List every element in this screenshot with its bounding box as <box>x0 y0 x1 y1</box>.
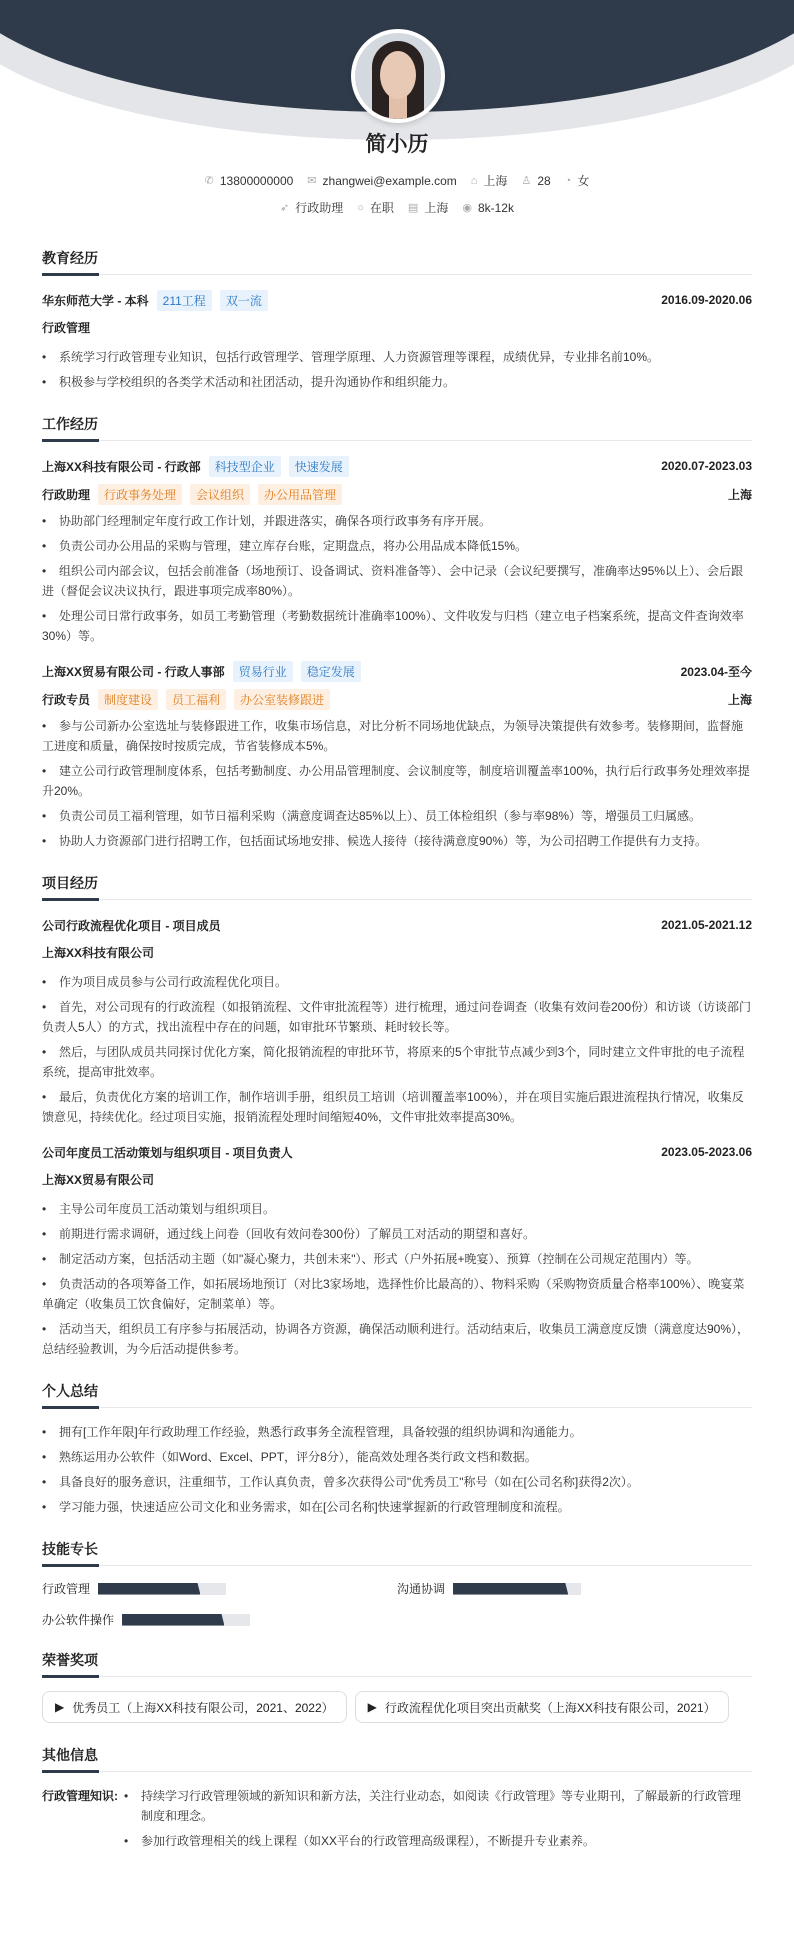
award-item[interactable] <box>42 1691 347 1723</box>
company: 上海XX贸易有限公司 - 行政人事部 <box>42 664 225 679</box>
major: 行政管理 <box>42 321 91 335</box>
skill-name: 沟通协调 <box>397 1582 446 1596</box>
company: 上海XX科技有限公司 - 行政部 <box>42 459 201 474</box>
awards-section <box>42 1650 752 1723</box>
award-text: 行政流程优化项目突出贡献奖（上海XX科技有限公司，2021） <box>384 1700 716 1715</box>
list-item: • 具备良好的服务意识，注重细节，工作认真负责，曾多次获得公司"优秀员工"称号（如在[公司名称]获得2次）。 <box>42 1472 752 1492</box>
skill-bar-fill <box>122 1614 224 1626</box>
list-item: • 制定活动方案，包括活动主题（如"凝心聚力，共创未来"）、形式（户外拓展+晚宴）、预算（控制在公司规定范围内）等。 <box>42 1249 752 1269</box>
building-icon: ▤ <box>407 202 419 214</box>
tag: 会议组织 <box>190 484 250 505</box>
date: 2020.07-2023.03 <box>661 459 752 473</box>
tag: 制度建设 <box>98 689 158 710</box>
target-city: 上海 <box>424 201 449 215</box>
date: 2021.05-2021.12 <box>661 918 752 932</box>
tag: 办公室装修跟进 <box>234 689 330 710</box>
list-item: • 熟练运用办公软件（如Word、Excel、PPT，评分8分），能高效处理各类行政文档和数据。 <box>42 1447 752 1467</box>
project-company: 上海XX贸易有限公司 <box>42 1173 155 1187</box>
list-item: • 协助人力资源部门进行招聘工作，包括面试场地安排、候选人接待（接待满意度90%）等，为公司招聘工作提供有力支持。 <box>42 831 752 851</box>
list-item: • 主导公司年度员工活动策划与组织项目。 <box>42 1199 752 1219</box>
list-item: • 系统学习行政管理专业知识，包括行政管理学、管理学原理、人力资源管理等课程，成绩优异，专业排名前10%。 <box>42 347 752 367</box>
status: 在职 <box>369 201 394 215</box>
project-company: 上海XX科技有限公司 <box>42 946 155 960</box>
section-title: 个人总结 <box>42 1381 752 1408</box>
position: 行政助理 <box>295 201 344 215</box>
candidate-name: 简小历 <box>365 133 429 156</box>
skill-bar <box>98 1583 226 1595</box>
age: 28 <box>537 173 551 188</box>
section-title: 工作经历 <box>42 414 752 441</box>
tag: 贸易行业 <box>233 661 293 682</box>
triangle-right-icon: ▶ <box>55 1700 65 1714</box>
triangle-right-icon: ▶ <box>367 1700 377 1714</box>
list-item: • 协助部门经理制定年度行政工作计划，并跟进落实，确保各项行政事务有序开展。 <box>42 511 752 531</box>
education-section <box>42 248 752 392</box>
skill-item <box>42 1611 397 1628</box>
skills-section <box>42 1539 752 1628</box>
skill-bar-fill <box>453 1583 568 1595</box>
phone: 13800000000 <box>219 173 294 188</box>
list-item: • 积极参与学校组织的各类学术活动和社团活动，提升沟通协作和组织能力。 <box>42 372 752 392</box>
tag: 快速发展 <box>289 456 349 477</box>
tag: 员工福利 <box>166 689 226 710</box>
date: 2016.09-2020.06 <box>661 293 752 307</box>
list-item: • 参与公司新办公室选址与装修跟进工作，收集市场信息，对比分析不同场地优缺点，为领导决策提供有效参考。装修期间，监督施工进度和质量，确保按时按质完成，节省装修成本5%。 <box>42 716 752 756</box>
list-item: • 然后，与团队成员共同探讨优化方案，简化报销流程的审批环节，将原来的5个审批节点减少到3个，同时建立文件审批的电子流程系统，提高审批效率。 <box>42 1042 752 1082</box>
list-item: • 最后，负责优化方案的培训工作，制作培训手册，组织员工培训（培训覆盖率100%），并在项目实施后跟进流程执行情况，收集反馈意见，持续优化。经过项目实施，报销流程处理时间缩短40%，文件审批效率提高30%。 <box>42 1087 752 1127</box>
status-icon: ○ <box>357 201 364 214</box>
summary-section <box>42 1381 752 1517</box>
avatar <box>351 29 445 123</box>
list-item: • 活动当天，组织员工有序参与拓展活动，协调各方资源，确保活动顺利进行。活动结束后，收集员工满意度反馈（满意度达90%），总结经验教训，为今后活动提供参考。 <box>42 1319 752 1359</box>
skill-name: 办公软件操作 <box>42 1613 115 1627</box>
list-item: • 持续学习行政管理领域的新知识和新方法，关注行业动态，如阅读《行政管理》等专业期刊，了解最新的行政管理制度和理念。 <box>124 1786 752 1826</box>
tag: 稳定发展 <box>301 661 361 682</box>
project-title: 公司年度员工活动策划与组织项目 - 项目负责人 <box>42 1145 293 1160</box>
skill-name: 行政管理 <box>42 1582 91 1596</box>
other-section <box>42 1745 752 1856</box>
tag: 双一流 <box>220 290 268 311</box>
city: 上海 <box>483 174 508 188</box>
skill-item <box>42 1580 397 1597</box>
award-item[interactable] <box>355 1691 729 1723</box>
phone-icon: ✆ <box>204 175 214 187</box>
tag: 科技型企业 <box>209 456 281 477</box>
list-item: • 负责公司办公用品的采购与管理，建立库存台账，定期盘点，将办公用品成本降低15%。 <box>42 536 752 556</box>
list-item: • 学习能力强，快速适应公司文化和业务需求，如在[公司名称]快速掌握新的行政管理制度和流程。 <box>42 1497 752 1517</box>
section-title: 技能专长 <box>42 1539 752 1566</box>
list-item: • 作为项目成员参与公司行政流程优化项目。 <box>42 972 752 992</box>
job-intention-row <box>0 199 794 216</box>
section-title: 荣誉奖项 <box>42 1650 752 1677</box>
tag: 211工程 <box>157 290 212 311</box>
contact-info-row <box>0 172 794 189</box>
award-text: 优秀员工（上海XX科技有限公司，2021、2022） <box>72 1700 334 1715</box>
other-label: 行政管理知识: <box>42 1789 118 1803</box>
email-icon: ✉ <box>307 175 317 187</box>
section-title: 项目经历 <box>42 873 752 900</box>
list-item: • 处理公司日常行政事务，如员工考勤管理（考勤数据统计准确率100%）、文件收发与归档（建立电子档案系统，提高文件查询效率30%）等。 <box>42 606 752 646</box>
role: 行政助理 <box>42 487 91 502</box>
age-icon: ♙ <box>521 175 532 187</box>
gender-icon: ◔ <box>564 174 572 187</box>
date: 2023.05-2023.06 <box>661 1145 752 1159</box>
gender: 女 <box>577 174 590 188</box>
work-section <box>42 414 752 851</box>
salary: 8k-12k <box>477 200 514 215</box>
email: zhangwei@example.com <box>322 173 457 188</box>
location: 上海 <box>727 487 752 502</box>
skill-bar <box>453 1583 581 1595</box>
salary-icon: ◉ <box>462 202 472 214</box>
skill-bar <box>122 1614 250 1626</box>
tag: 行政事务处理 <box>98 484 182 505</box>
list-item: • 前期进行需求调研，通过线上问卷（回收有效问卷300份）了解员工对活动的期望和喜好。 <box>42 1224 752 1244</box>
section-title: 教育经历 <box>42 248 752 275</box>
home-icon: ⌂ <box>470 174 478 187</box>
skill-item <box>397 1580 752 1597</box>
list-item: • 负责活动的各项筹备工作，如拓展场地预订（对比3家场地，选择性价比最高的）、物料采购（采购物资质量合格率100%）、晚宴菜单确定（收集员工饮食偏好，定制菜单）等。 <box>42 1274 752 1314</box>
role: 行政专员 <box>42 692 91 707</box>
list-item: • 参加行政管理相关的线上课程（如XX平台的行政管理高级课程），不断提升专业素养。 <box>124 1831 752 1851</box>
list-item: • 拥有[工作年限]年行政助理工作经验，熟悉行政事务全流程管理，具备较强的组织协调和沟通能力。 <box>42 1422 752 1442</box>
section-title: 其他信息 <box>42 1745 752 1772</box>
list-item: • 负责公司员工福利管理，如节日福利采购（满意度调查达85%以上）、员工体检组织（参与率98%）等，增强员工归属感。 <box>42 806 752 826</box>
date: 2023.04-至今 <box>680 664 752 679</box>
list-item: • 建立公司行政管理制度体系，包括考勤制度、办公用品管理制度、会议制度等，制度培训覆盖率100%，执行后行政事务处理效率提升20%。 <box>42 761 752 801</box>
project-title: 公司行政流程优化项目 - 项目成员 <box>42 918 221 933</box>
location: 上海 <box>727 692 752 707</box>
projects-section <box>42 873 752 1359</box>
skill-bar-fill <box>98 1583 200 1595</box>
send-icon: ➶ <box>280 202 290 214</box>
tag: 办公用品管理 <box>258 484 342 505</box>
list-item: • 首先，对公司现有的行政流程（如报销流程、文件审批流程等）进行梳理，通过问卷调查（收集有效问卷200份）和访谈（访谈部门负责人5人）的方式，找出流程中存在的问题，如审批环节繁琐、耗时较长等。 <box>42 997 752 1037</box>
list-item: • 组织公司内部会议，包括会前准备（场地预订、设备调试、资料准备等）、会中记录（会议纪要撰写，准确率达95%以上）、会后跟进（督促会议决议执行，跟进事项完成率80%）。 <box>42 561 752 601</box>
school: 华东师范大学 - 本科 <box>42 293 149 308</box>
